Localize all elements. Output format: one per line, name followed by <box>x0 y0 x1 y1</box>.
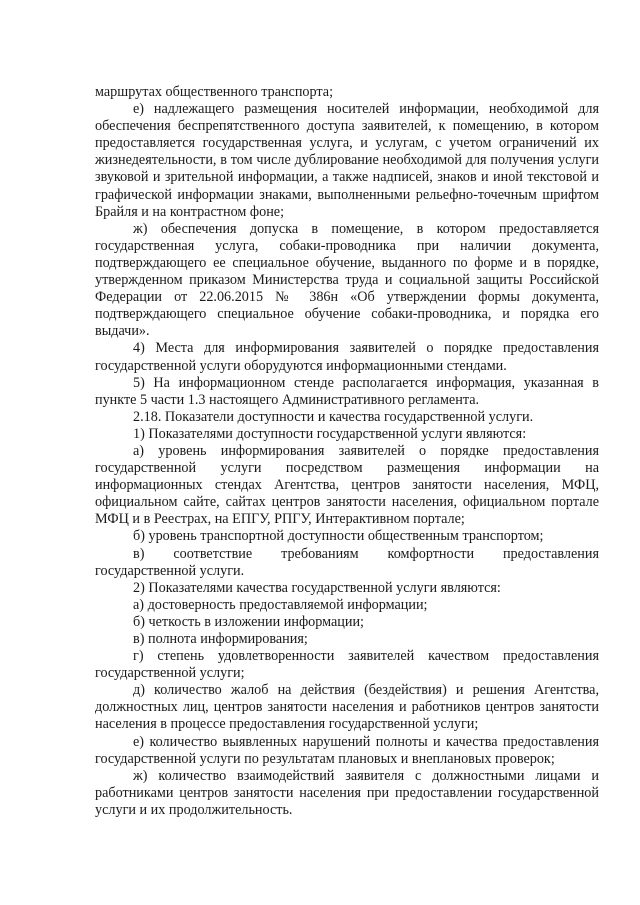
paragraph-quality-v: в) полнота информирования; <box>133 631 308 647</box>
paragraph-quality-b: б) четкость в изложении информации; <box>133 613 365 630</box>
paragraph-quality-zh: ж) количество взаимодействий заявителя с должностными лицами и работниками центров занятости населения при предоставлении государственной услуги и их продолжительность. <box>95 767 599 818</box>
paragraph-accessibility-a: а) уровень информирования заявителей о порядке предоставления государственной услуги посредством размещения информации на информационных стендах Агентства, центров занятости населения, МФЦ, официальном сайте, сайтах центров занятости населения, официальном портале МФЦ и в Реестрах, на ЕПГУ, РПГУ, Интерактивном портале; <box>95 442 599 528</box>
paragraph-accessibility-v: в) соответствие требованиям комфортности предоставления государственной услуги. <box>95 545 599 579</box>
paragraph-quality-a: а) достоверность предоставляемой информации; <box>133 596 428 613</box>
document-body <box>95 84 599 819</box>
paragraph-continuation: маршрутах общественного транспорта; <box>95 84 334 100</box>
section-heading-2-18: 2.18. Показатели доступности и качества государственной услуги. <box>133 408 534 425</box>
paragraph-quality-indicators: 2) Показателями качества государственной услуги являются: <box>133 579 501 596</box>
paragraph-accessibility-b: б) уровень транспортной доступности общественным транспортом; <box>133 528 544 545</box>
paragraph-quality-d: д) количество жалоб на действия (бездействия) и решения Агентства, должностных лиц, центров занятости населения и работников центров занятости населения в процессе предоставления государственной услуги; <box>95 682 599 733</box>
paragraph-item-zh-guide-dog: ж) обеспечения допуска в помещение, в котором предоставляется государственная услуга, собаки-проводника при наличии документа, подтверждающего ее специальное обучение, выданного по форме и в порядке, утвержденном приказом Министерства труда и социальной защиты Российской Федерации от 22.06.2015 № 386н «Об утверждении формы документа, подтверждающего специальное обучение собаки-проводника, и порядка его выдачи». <box>95 220 599 340</box>
paragraph-accessibility-indicators: 1) Показателями доступности государственной услуги являются: <box>133 425 527 442</box>
paragraph-item-4-info-stands: 4) Места для информирования заявителей о порядке предоставления государственной услуги оборудуются информационными стендами. <box>95 340 599 374</box>
paragraph-item-e-information-carriers: е) надлежащего размещения носителей информации, необходимой для обеспечения беспрепятственного доступа заявителей, к помещению, в котором предоставляется государственная услуга, и услугам, с учетом ограничений их жизнедеятельности, в том числе дублирование необходимой для получения услуги звуковой и зрительной информации, а также надписей, знаков и иной текстовой и графической информации знаками, выполненными рельефно-точечным шрифтом Брайля и на контрастном фоне; <box>95 101 599 220</box>
paragraph-quality-g: г) степень удовлетворенности заявителей качеством предоставления государственной услуги; <box>95 648 599 682</box>
paragraph-quality-e: е) количество выявленных нарушений полноты и качества предоставления государственной услуги по результатам плановых и внеплановых проверок; <box>95 733 599 767</box>
paragraph-item-5-stand-content: 5) На информационном стенде располагается информация, указанная в пункте 5 части 1.3 настоящего Административного регламента. <box>95 374 599 408</box>
